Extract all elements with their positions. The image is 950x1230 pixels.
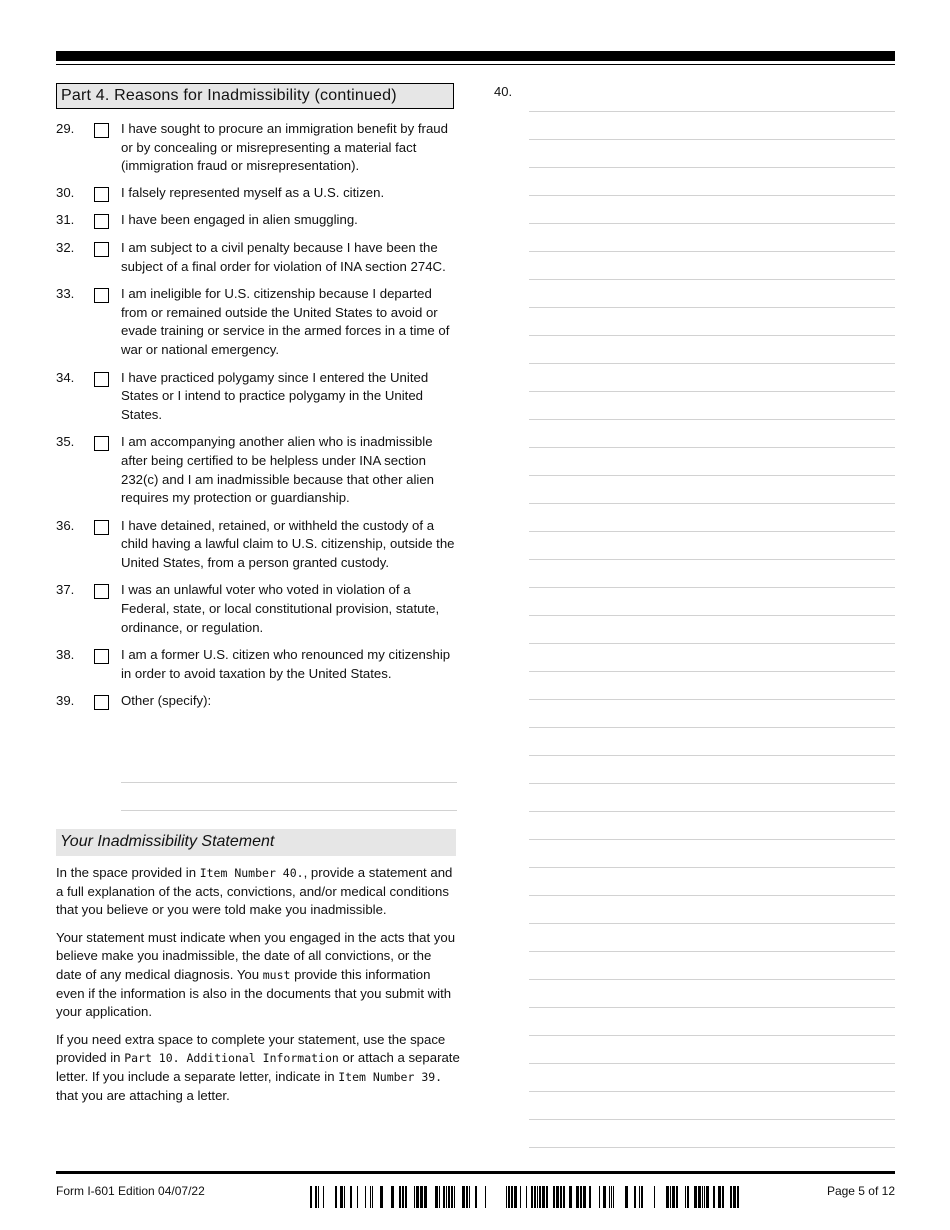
barcode-bar [737,1186,739,1208]
item-number: 38. [56,647,75,663]
item-number: 36. [56,517,75,533]
barcode-bar [416,1186,419,1208]
barcode-bar [439,1186,440,1208]
barcode-bar [702,1186,703,1208]
item-text: I was an unlawful voter who voted in violation of a Federal, state, or local constitutional provision, statute, ordinance, or regulation. [121,582,440,635]
barcode-bar [698,1186,701,1208]
item-32 [56,239,461,276]
item-30-checkbox[interactable] [94,187,109,202]
statement-line[interactable] [529,532,895,560]
statement-line[interactable] [529,812,895,840]
barcode-bar [372,1186,373,1208]
barcode-bar [443,1186,445,1208]
statement-line[interactable] [529,196,895,224]
barcode-bar [357,1186,358,1208]
item-33-checkbox[interactable] [94,288,109,303]
barcode-bar [315,1186,317,1208]
item-38-checkbox[interactable] [94,649,109,664]
barcode-bar [448,1186,450,1208]
statement-line[interactable] [529,896,895,924]
barcode-bar [733,1186,736,1208]
barcode-bar [399,1186,401,1208]
barcode-bar [402,1186,404,1208]
barcode-bar [526,1186,527,1208]
barcode-bar [534,1186,536,1208]
statement-line[interactable] [529,588,895,616]
barcode-bar [508,1186,510,1208]
statement-line[interactable] [529,868,895,896]
barcode-bar [718,1186,721,1208]
statement-paragraph-3: If you need extra space to complete your statement, use the space provided in Part 10. Additional Information or attach a separate letter. If you include a separate letter, indicate in Item Number 39. that you are attaching a letter. [56,1031,460,1103]
barcode-bar [344,1186,345,1208]
item-text: I falsely represented myself as a U.S. citizen. [121,184,385,200]
barcode-bar [639,1186,640,1208]
item-35 [56,433,461,507]
barcode-bar [435,1186,438,1208]
reasons-list [56,120,461,720]
barcode-bar [583,1186,586,1208]
barcode-bar [485,1186,486,1208]
item-number: 34. [56,369,75,385]
statement-line[interactable] [529,1008,895,1036]
statement-line[interactable] [529,756,895,784]
item-text: I have practiced polygamy since I entered the United States or I intend to practice polygamy in the United States. [121,369,429,422]
statement-line[interactable] [529,336,895,364]
other-specify-line-1[interactable] [121,782,457,783]
barcode-bar [391,1186,394,1208]
item-30 [56,184,461,203]
barcode-bar [469,1186,470,1208]
barcode-bar [666,1186,669,1208]
barcode-bar [531,1186,533,1208]
statement-line[interactable] [529,1092,895,1120]
item-34 [56,369,461,425]
item-33 [56,285,461,359]
barcode-bar [730,1186,732,1208]
statement-line[interactable] [529,672,895,700]
barcode-bar [542,1186,545,1208]
item-text: I am accompanying another alien who is inadmissible after being certified to be helpless under INA section 232(c) and I am inadmissible because that other alien requires my protection or guardianship. [121,434,435,506]
item-36 [56,517,461,573]
item-31-checkbox[interactable] [94,214,109,229]
barcode-bar [609,1186,610,1208]
item-32-checkbox[interactable] [94,242,109,257]
item-text: Other (specify): [121,693,212,709]
barcode-bar [625,1186,628,1208]
barcode-bar [670,1186,671,1208]
barcode-bar [514,1186,517,1208]
barcode-bar [634,1186,636,1208]
item-38 [56,646,461,683]
barcode-bar [603,1186,606,1208]
statement-line[interactable] [529,392,895,420]
item-36-checkbox[interactable] [94,520,109,535]
barcode-bar [580,1186,582,1208]
barcode-bar [563,1186,565,1208]
item-number: 32. [56,239,75,255]
item-37-checkbox[interactable] [94,584,109,599]
item-text: I am subject to a civil penalty because I have been the subject of a final order for violation of INA section 274C. [121,239,446,274]
statement-line[interactable] [529,112,895,140]
item-text: I am ineligible for U.S. citizenship because I departed from or remained outside the United States to avoid or evade training or service in the armed forces in a time of war or national emergency. [121,286,450,357]
part-4-header: Part 4. Reasons for Inadmissibility (continued) [56,83,454,109]
barcode-bar [318,1186,319,1208]
statement-line[interactable] [529,700,895,728]
barcode-bar [539,1186,541,1208]
statement-line[interactable] [529,476,895,504]
barcode-bar [672,1186,675,1208]
barcode-bar [370,1186,371,1208]
item-29 [56,120,461,176]
statement-instructions [56,864,460,1114]
barcode-bar [323,1186,324,1208]
barcode-bar [694,1186,697,1208]
barcode-bar [511,1186,513,1208]
barcode-bar [420,1186,423,1208]
item-39-checkbox[interactable] [94,695,109,710]
item-text: I am a former U.S. citizen who renounced my citizenship in order to avoid taxation by the United States. [121,647,451,681]
statement-line[interactable] [529,168,895,196]
item-text: I have detained, retained, or withheld the custody of a child having a lawful claim to U.S. citizenship, outside the United States, from a person granted custody. [121,517,455,570]
barcode-bar [310,1186,312,1208]
statement-line[interactable] [529,84,895,112]
barcode-bar [654,1186,655,1208]
other-specify-line-2[interactable] [121,810,457,811]
barcode-bar [451,1186,453,1208]
barcode-bar [560,1186,562,1208]
barcode-bar [676,1186,678,1208]
barcode-bar [569,1186,572,1208]
statement-line[interactable] [529,280,895,308]
barcode-bar [454,1186,455,1208]
item-40-statement-area[interactable] [529,84,895,1148]
statement-line[interactable] [529,1120,895,1148]
barcode-bar [424,1186,427,1208]
barcode-bar [546,1186,548,1208]
statement-line[interactable] [529,224,895,252]
statement-line[interactable] [529,364,895,392]
statement-line[interactable] [529,644,895,672]
barcode-bar [335,1186,337,1208]
statement-line[interactable] [529,1036,895,1064]
statement-line[interactable] [529,420,895,448]
item-text: I have been engaged in alien smuggling. [121,212,358,228]
item-text: I have sought to procure an immigration benefit by fraud or by concealing or misrepresenting a material fact (immigration fraud or misrepresentation). [121,121,448,174]
item-29-checkbox[interactable] [94,123,109,138]
barcode-bar [462,1186,465,1208]
barcode-bar [713,1186,715,1208]
item-31 [56,211,461,230]
barcode-image [310,1186,744,1208]
statement-line[interactable] [529,980,895,1008]
barcode-bar [722,1186,724,1208]
item-number: 33. [56,286,75,302]
top-thin-rule [56,64,895,65]
item-40-number: 40. [494,84,513,99]
statement-paragraph-1: In the space provided in Item Number 40., provide a statement and a full explanation of the acts, convictions, and/or medical conditions that you believe or you were told make you inadmissible. [56,865,453,918]
item-37 [56,581,461,637]
item-number: 37. [56,582,75,598]
barcode-bar [446,1186,447,1208]
barcode-bar [475,1186,477,1208]
barcode-bar [556,1186,559,1208]
barcode-bar [380,1186,383,1208]
barcode-bar [405,1186,407,1208]
item-34-checkbox[interactable] [94,372,109,387]
barcode-bar [350,1186,352,1208]
barcode-bar [706,1186,709,1208]
barcode-bar [613,1186,614,1208]
barcode-bar [704,1186,705,1208]
barcode-bar [553,1186,555,1208]
statement-line[interactable] [529,840,895,868]
statement-line[interactable] [529,140,895,168]
barcode-bar [365,1186,366,1208]
statement-line[interactable] [529,252,895,280]
barcode-bar [414,1186,415,1208]
item-number: 31. [56,212,75,228]
barcode-bar [611,1186,612,1208]
statement-line[interactable] [529,560,895,588]
barcode-bar [340,1186,343,1208]
item-number: 39. [56,693,75,709]
barcode-bar [466,1186,468,1208]
statement-line[interactable] [529,504,895,532]
barcode-bar [687,1186,689,1208]
statement-header: Your Inadmissibility Statement [56,829,456,856]
statement-line[interactable] [529,952,895,980]
statement-line[interactable] [529,784,895,812]
statement-paragraph-2: Your statement must indicate when you engaged in the acts that you believe make you inadmissible, the date of all convictions, or the date of any medical diagnosis. You must provide this information even if the information is also in the documents that you submit with your application. [56,929,456,1020]
barcode-bar [589,1186,591,1208]
item-number: 30. [56,184,75,200]
item-number: 35. [56,434,75,450]
statement-line[interactable] [529,924,895,952]
statement-line[interactable] [529,1064,895,1092]
page-number: Page 5 of 12 [826,1184,895,1198]
form-edition: Form I-601 Edition 04/07/22 [56,1184,205,1198]
item-35-checkbox[interactable] [94,436,109,451]
barcode-bar [520,1186,521,1208]
barcode-bar [576,1186,579,1208]
footer-rule [56,1171,895,1174]
top-rule [56,51,895,61]
item-number: 29. [56,121,75,136]
barcode-bar [506,1186,507,1208]
statement-line[interactable] [529,728,895,756]
statement-line[interactable] [529,308,895,336]
barcode-bar [685,1186,686,1208]
statement-line[interactable] [529,616,895,644]
barcode-bar [537,1186,538,1208]
statement-line[interactable] [529,448,895,476]
barcode-bar [599,1186,600,1208]
barcode-bar [641,1186,643,1208]
item-39 [56,692,461,711]
